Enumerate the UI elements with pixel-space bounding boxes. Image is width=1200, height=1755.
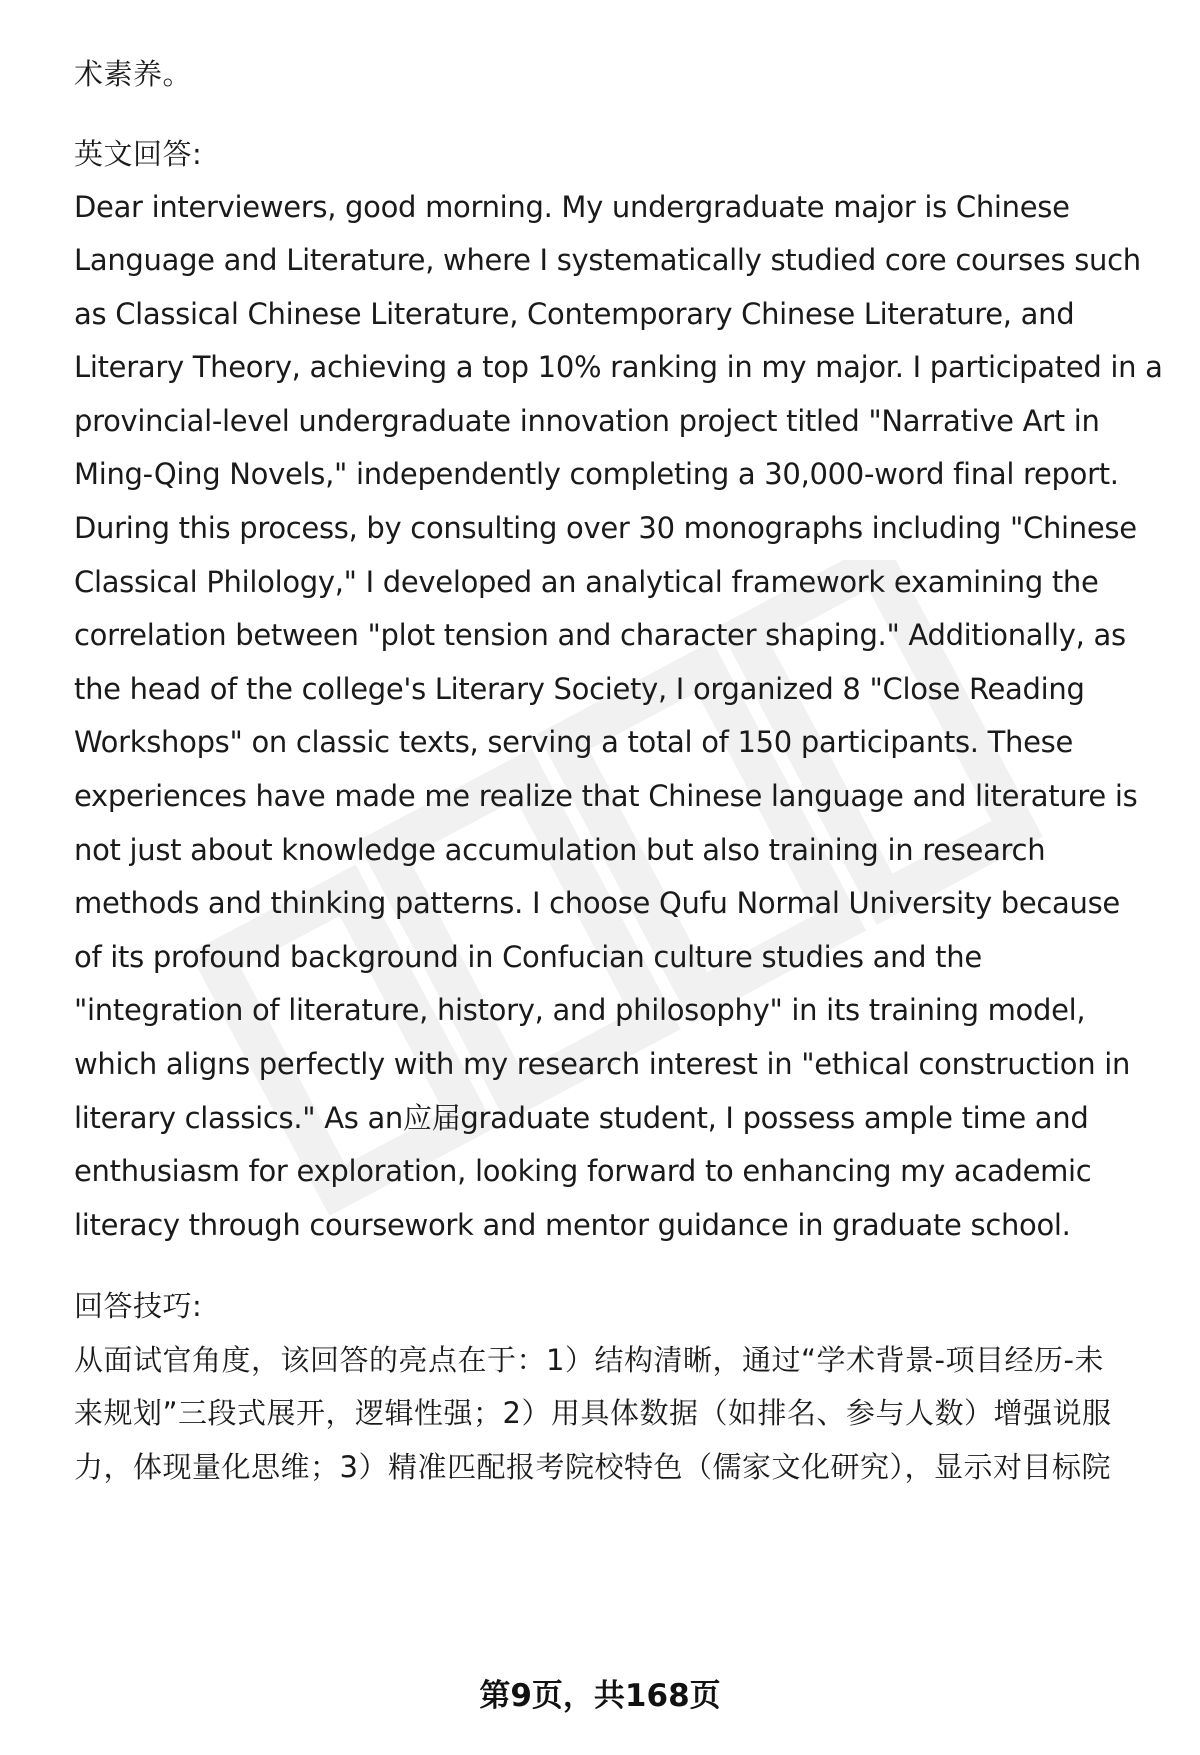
- paragraph-line: correlation between "plot tension and character shaping." Additionally, as: [74, 618, 1126, 652]
- paragraph-line: methods and thinking patterns. I choose Qufu Normal University because: [74, 886, 1120, 920]
- paragraph-line: not just about knowledge accumulation but also training in research: [74, 833, 1046, 867]
- paragraph-line: enthusiasm for exploration, looking forward to enhancing my academic: [74, 1154, 1092, 1188]
- top-fragment: 术素养。: [74, 57, 193, 91]
- paragraph-line: literacy through coursework and mentor guidance in graduate school.: [74, 1208, 1071, 1242]
- paragraph-line: During this process, by consulting over 30 monographs including "Chinese: [74, 511, 1137, 545]
- paragraph-line: Literary Theory, achieving a top 10% ranking in my major. I participated in a: [74, 350, 1163, 384]
- paragraph-line: 力，体现量化思维；3）精准匹配报考院校特色（儒家文化研究），显示对目标院: [74, 1450, 1111, 1484]
- page-number: 第9页，共168页: [479, 1678, 721, 1714]
- paragraph-line: "integration of literature, history, and philosophy" in its training model,: [74, 993, 1086, 1027]
- paragraph-line: 来规划”三段式展开，逻辑性强；2）用具体数据（如排名、参与人数）增强说服: [74, 1396, 1112, 1430]
- paragraph-line: Workshops" on classic texts, serving a total of 150 participants. These: [74, 725, 1074, 759]
- answer-tips-heading: 回答技巧:: [74, 1289, 203, 1323]
- paragraph-line: which aligns perfectly with my research interest in "ethical construction in: [74, 1047, 1131, 1081]
- paragraph-line: Ming-Qing Novels," independently completing a 30,000-word final report.: [74, 457, 1119, 491]
- paragraph-line: literary classics." As an应届graduate student, I possess ample time and: [74, 1101, 1089, 1135]
- paragraph-line: as Classical Chinese Literature, Contemporary Chinese Literature, and: [74, 297, 1075, 331]
- paragraph-line: Classical Philology," I developed an analytical framework examining the: [74, 565, 1099, 599]
- paragraph-line: the head of the college's Literary Society, I organized 8 "Close Reading: [74, 672, 1085, 706]
- paragraph-line: of its profound background in Confucian culture studies and the: [74, 940, 982, 974]
- paragraph-line: provincial-level undergraduate innovation project titled "Narrative Art in: [74, 404, 1100, 438]
- paragraph-line: Dear interviewers, good morning. My undergraduate major is Chinese: [74, 190, 1070, 224]
- english-answer-heading: 英文回答:: [74, 137, 203, 171]
- paragraph-line: 从面试官角度，该回答的亮点在于：1）结构清晰，通过“学术背景-项目经历-未: [74, 1343, 1104, 1377]
- paragraph-line: Language and Literature, where I systematically studied core courses such: [74, 243, 1141, 277]
- paragraph-line: experiences have made me realize that Chinese language and literature is: [74, 779, 1138, 813]
